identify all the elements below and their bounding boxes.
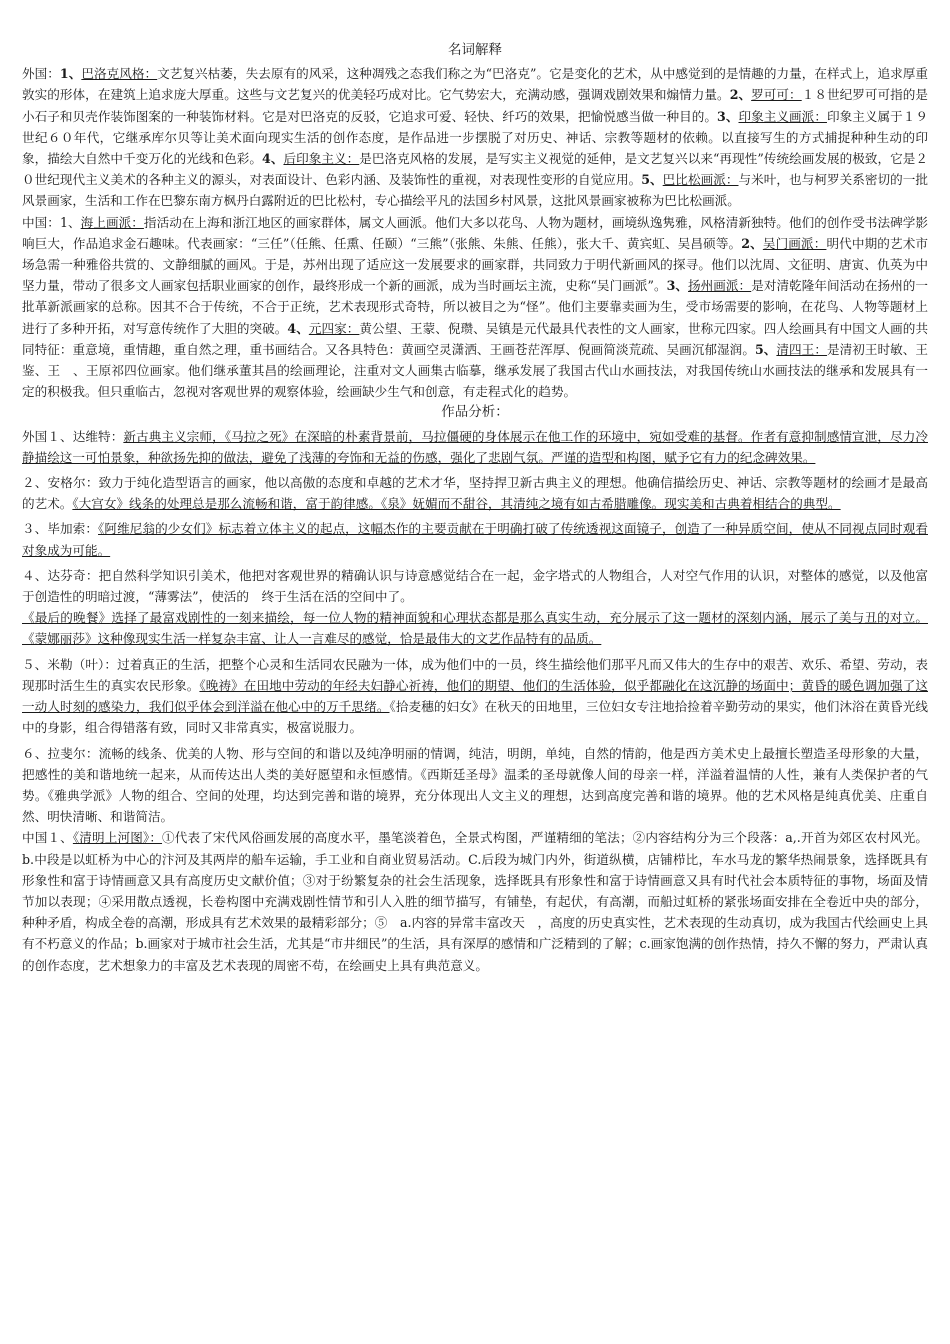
work-lead: ２、安格尔：致力于纯化造型语言的画家，他以高傲的态度和卓越的艺术才华，坚持捍卫新古典主义的理想。他确信描绘历史、神话、宗教等题材的绘画才是最高的艺术。: [22, 475, 928, 512]
work-da-vinci-analysis: [22, 607, 928, 649]
work-analysis-underlined: 《最后的晚餐》选择了最富戏剧性的一刻来描绘，每一位人物的精神面貌和心理状态都是那么真实生动，充分展示了这一题材的深刻内涵，展示了美与丑的对立。《蒙娜丽莎》这种像现实生活一样复杂丰富、让人一言难尽的感觉，恰是最伟大的文艺作品特有的品质。: [22, 610, 928, 647]
work-lead: 中国１、: [22, 830, 73, 846]
work-lead: ３、毕加索：: [22, 521, 99, 537]
term-shanghai-school: 海上画派：: [80, 214, 144, 230]
term-wumen-school: 吴门画派：: [762, 235, 827, 251]
term-yangzhou-school: 扬州画派：: [688, 278, 752, 294]
term-number: 3、: [666, 278, 689, 294]
work-analysis: ①代表了宋代风俗画发展的高度水平，墨笔淡着色，全景式构图，严谨精细的笔法；②内容结构分为三个段落：a,.开首为郊区农村风光。b.中段是以虹桥为中心的汴河及其两岸的船车运输，手工业和自商业贸易活动。C.后段为城门内外，街道纵横，店铺栉比，车水马龙的繁华热闹景象，选择既具有形象性和富于诗情画意又具有高度历史文献价值；③对于纷繁复杂的社会生活现象，选择既具有形象性和富于诗情画意又具有时代社会本质特征的事物，场面及情节加以表现；④采用散点透视，长卷构图中充满戏剧性情节和引人入胜的细节描写，有铺垫，有起伏，有高潮，而船过虹桥的紧张场面安排在全卷近中央的部分，种种矛盾，构成全卷的高潮，形成具有艺术效果的最精彩部分；⑤ a.内容的异常丰富改天 ，高度的历史真实性，艺术表现的生动真切，成为我国古代绘画史上具有不朽意义的作品；b.画家对于城市社会生活，尤其是“市井细民”的生活，具有深厚的感情和广泛精到的了解；c.画家饱满的创作热情，持久不懈的努力，严肃认真的创作态度，艺术想象力的丰富及艺术表现的周密不苟，在绘画史上具有典范意义。: [22, 830, 929, 973]
term-number: 4、: [287, 320, 309, 336]
term-number: 2、: [741, 235, 763, 251]
work-lead: ５、米勒（叶）：过着真正的生活，把整个心灵和生活同农民融为一体，成为他们中的一员，终生描绘他们那平凡而又伟大的生存中的艰苦、欢乐、希望、劳动，表现那时活生生的真实农民形象。: [22, 656, 928, 693]
term-baroque: 巴洛克风格：: [81, 66, 158, 82]
work-qingming: [22, 827, 928, 975]
work-analysis-underlined: 《阿维尼翁的少女们》标志着立体主义的起点，这幅杰作的主要贡献在于明确打破了传统透视这面镜子，创造了一种异质空间，使从不同视点同时观看对象成为可能。: [22, 521, 928, 558]
work-analysis-underlined: 《大宫女》线条的处理总是那么流畅和谐，富于韵律感。《泉》妩媚而不甜谷，其清纯之境有如古希腊雕像。现实美和古典着相结合的典型。: [72, 496, 841, 512]
work-lead: 外国１、达维特：: [22, 428, 124, 444]
term-rococo: 罗可可：: [751, 87, 802, 103]
term-four-wangs: 清四王：: [776, 341, 827, 357]
term-number: 2、: [729, 87, 752, 103]
work-da-vinci: [22, 565, 928, 607]
term-definition: 是清初王时敏、王鉴、王 、王原祁四位画家。他们继承董其昌的绘画理论，注重对文人画集古临摹，继承发展了我国古代山水画技法，对我国传统山水画技法的继承和发展具有一定的积极我。但只重临古，忽视对客观世界的观察体验，绘画缺少生气和创意，有走程式化的趋势。: [22, 341, 929, 400]
term-definition: 与米叶，也与柯罗关系密切的一批风景画家，生活和工作在巴黎东南方枫丹白露附近的巴比松村，专心描绘平凡的法国乡村风景，这批风景画家被称为巴比松画派。: [22, 172, 929, 209]
term-post-impressionism: 后印象主义：: [283, 151, 360, 167]
china-terms-paragraph: [22, 212, 928, 403]
work-millet: [22, 654, 928, 739]
work-analysis-underlined: 《晚祷》在田地中劳动的年经夫妇静心祈祷，他们的期望、他们的生活体验，似乎都融化在这沉静的场面中；黄昏的暖色调加强了这一动人时刻的感染力，我们似乎体会到洋溢在他心中的万千思绪。: [22, 677, 928, 715]
term-four-masters-yuan: 元四家：: [308, 320, 360, 336]
term-number: 5、: [754, 341, 777, 357]
term-barbizon: 巴比松画派：: [662, 172, 739, 188]
term-definition: 是对清乾隆年间活动在扬州的一批革新派画家的总称。因其不合于传统，不合于正统，艺术表现形式奇特，所以被目之为“怪”。他们主要靠卖画为生，受市场需要的影响，在花鸟、人物等题材上进行了多种开拓，对写意传统作了大胆的突破。: [22, 278, 929, 336]
term-definition: 文艺复兴枯萎，失去原有的风采，这种凋残之态我们称之为“巴洛克”。它是变化的艺术，从中感觉到的是情趣的力量，在样式上，追求厚重敦实的形体，在建筑上追求庞大厚重。这些与文艺复兴的优美轻巧成对比。它气势宏大，充满动感，强调戏剧效果和煽情力量。: [22, 66, 928, 103]
section-title-works: 作品分析：: [441, 404, 509, 421]
label-foreign: 外国：: [22, 66, 60, 82]
term-definition: 印象主义属于１９世纪６０年代，它继承库尔贝等让美术面向现实生活的创作态度，是作品进一步摆脱了对历史、神话、宗教等题材的依赖。以直接写生的方式捕捉种种生动的印象，描绘大自然中千变万化的光线和色彩。: [22, 108, 929, 167]
work-picasso: [22, 518, 928, 560]
work-title-underlined: 《清明上河图》：: [72, 830, 163, 846]
work-analysis-underlined: 新古典主义宗师，《马拉之死》在深暗的朴素背景前，马拉僵硬的身体展示在他工作的环境中，宛如受难的基督。作者有意抑制感情宣泄，尽力冷静描绘这一可怕景象，种欲扬先抑的做法，避免了浅薄的夸饰和无益的伤感，强化了悲剧气氛。严谨的造型和构图，赋予它有力的纪念碑效果。: [22, 428, 928, 465]
term-number: 3、: [717, 108, 739, 124]
term-definition: １８世纪罗可可指的是小石子和贝壳作装饰图案的一种装饰材料。它是对巴洛克的反驳，它追求可爱、轻快、纤巧的效果，把愉悦感当做一种目的。: [22, 87, 929, 124]
term-definition: 明代中期的艺术市场急需一种雅俗共赏的、文静细腻的画风。于是，苏州出现了适应这一发展要求的画家群，共同致力于明代新画风的探寻。他们以沈周、文征明、唐寅、仇英为中坚力量，带动了很多文人画家包括职业画家的创作，最终形成一个新的画派，成为当时画坛主流，史称“吴门画派”。: [22, 235, 929, 294]
work-analysis: ６、拉斐尔：流畅的线条、优美的人物、形与空间的和谐以及纯净明丽的情调，纯洁，明朗，单纯，自然的情韵，他是西方美术史上最擅长塑造圣母形象的大量，把感性的美和谐地统一起来，从而传达出人类的美好愿望和永恒感情。《西斯廷圣母》温柔的圣母就像人间的母亲一样，洋溢着温情的人性，兼有人类保护者的气势。《雅典学派》人物的组合、空间的处理，均达到完善和谐的境界，充分体现出人文主义的理想，达到高度完善和谐的境界。他的艺术风格是纯真优美、庄重自然、明快清晰、和谐简洁。: [22, 745, 928, 825]
section-title-terms: 名词解释: [448, 42, 502, 58]
term-definition: 指活动在上海和浙江地区的画家群体，属文人画派。他们大多以花鸟、人物为题材，画境纵逸隽雅，风格清新独特。他们的创作受书法碑学影响巨大，作品追求金石趣味。代表画家：“三任”（任熊、任熏、任颐）“三熊”（张熊、朱熊、任熊），张大千、黄宾虹、吴昌硕等。: [22, 214, 929, 251]
work-david: [22, 426, 928, 468]
term-definition: 黄公望、王蒙、倪瓒、吴镇是元代最具代表性的文人画家，世称元四家。四人绘画具有中国文人画的共同特征：重意境，重情趣，重自然之理，重书画结合。又各具特色：黄画空灵潇洒、王画苍茫浑厚、倪画简淡荒疏、吴画沉郁湿润。: [22, 320, 929, 357]
term-number: 5、: [641, 172, 663, 188]
work-raphael: [22, 743, 928, 828]
term-impressionism: 印象主义画派：: [738, 108, 827, 124]
term-definition: 是巴洛克风格的发展，是写实主义视觉的延伸，是文艺复兴以来“再现性”传统绘画发展的极致，它是２０世纪现代主义美术的各种主义的源头，对表面设计、色彩内涵、及装饰性的重视，对表现性变形的自觉应用。: [22, 151, 928, 188]
term-number: 1、: [59, 214, 81, 230]
term-number: 4、: [262, 151, 284, 167]
label-china: 中国：: [22, 214, 60, 230]
work-analysis: 《拾麦穗的妇女》在秋天的田地里，三位妇女专注地拾捡着辛勤劳动的果实，他们沐浴在黄昏光线中的身影，组合得错落有致，同时又非常真实，极富说服力。: [22, 699, 928, 736]
term-number: 1、: [59, 66, 82, 82]
foreign-terms-paragraph: [22, 63, 928, 211]
work-ingres: [22, 472, 928, 514]
work-lead: ４、达芬奇：把自然科学知识引美术，他把对客观世界的精确认识与诗意感觉结合在一起，金字塔式的人物组合，人对空气作用的认识，对整体的感觉，以及他富于创造性的明暗过渡，“薄雾法”，使活的 终于生活在活的空间中了。: [22, 567, 928, 605]
